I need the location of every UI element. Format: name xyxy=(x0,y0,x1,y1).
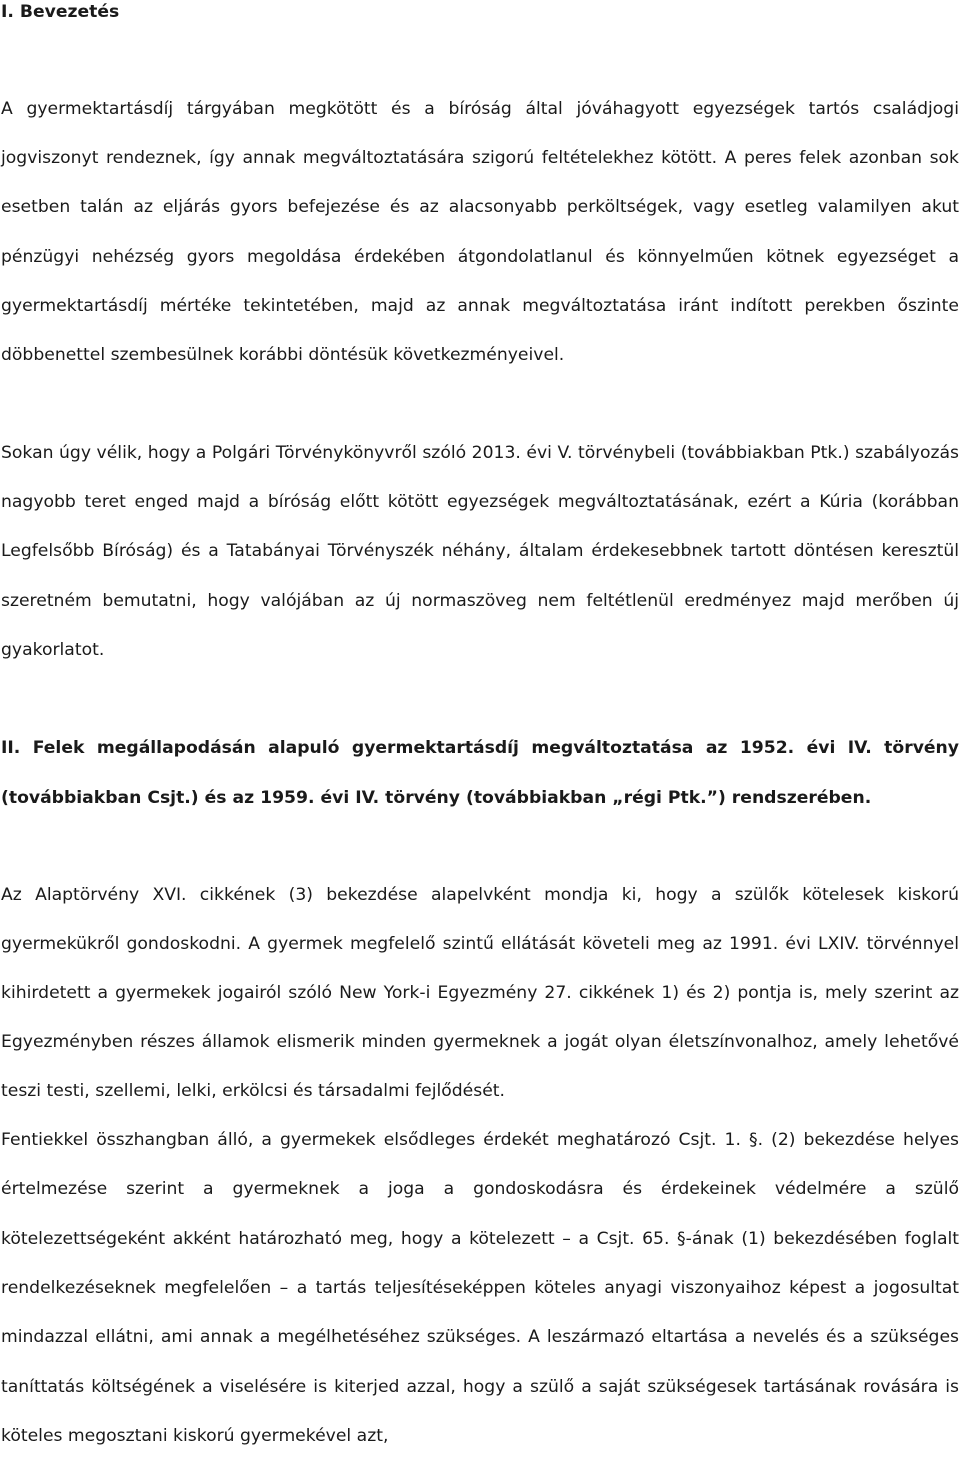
section-heading-ii: II. Felek megállapodásán alapuló gyermektartásdíj megváltoztatása az 1952. évi IV. törvény (továbbiakban Csjt.) és az 1959. évi IV. törvény (továbbiakban „régi Ptk.”) rendszerében. xyxy=(1,738,959,808)
paragraph-section-ii-1: Az Alaptörvény XVI. cikkének (3) bekezdése alapelvként mondja ki, hogy a szülők kötelesek kiskorú gyermekükről gondoskodni. A gyermek megfelelő szintű ellátását követeli meg az 1991. évi LXIV. törvénnyel kihirdetett a gyermekek jogairól szóló New York-i Egyezmény 27. cikkének 1) és 2) pontja is, mely szerint az Egyezményben részes államok elismerik minden gyermeknek a jogát olyan életszínvonalhoz, amely lehetővé teszi testi, szellemi, lelki, erkölcsi és társadalmi fejlődését. xyxy=(1,885,959,1101)
section-heading-introduction: I. Bevezetés xyxy=(1,2,120,22)
paragraph-section-ii-2: Fentiekkel összhangban álló, a gyermekek elsődleges érdekét meghatározó Csjt. 1. §. (2) bekezdése helyes értelmezése szerint a gyermeknek a joga a gondoskodásra és érdekeinek védelmére a szülő kötelezettségeként akként határozható meg, hogy a kötelezett – a Csjt. 65. §-ának (1) bekezdésében foglalt rendelkezéseknek megfelelően – a tartás teljesítéseképpen köteles anyagi viszonyaihoz képest a jogosultat mindazzal ellátni, ami annak a megélhetéséhez szükséges. A leszármazó eltartása a nevelés és a szükséges taníttatás költségének a viselésére is kiterjed azzal, hogy a szülő a saját szükségesek tartásának rovására is köteles megosztani kiskorú gyermekével azt, xyxy=(1,1130,959,1447)
paragraph-intro-2: Sokan úgy vélik, hogy a Polgári Törvénykönyvről szóló 2013. évi V. törvénybeli (továbbiakban Ptk.) szabályozás nagyobb teret enged majd a bíróság előtt kötött egyezségek megváltoztatásának, ezért a Kúria (korábban Legfelsőbb Bíróság) és a Tatabányai Törvényszék néhány, általam érdekesebbnek tartott döntésen keresztül szeretném bemutatni, hogy valójában az új normaszöveg nem feltétlenül eredményez majd merőben új gyakorlatot. xyxy=(1,443,959,660)
paragraph-intro-1: A gyermektartásdíj tárgyában megkötött és a bíróság által jóváhagyott egyezségek tartós családjogi jogviszonyt rendeznek, így annak megváltoztatására szigorú feltételekhez kötött. A peres felek azonban sok esetben talán az eljárás gyors befejezése és az alacsonyabb perköltségek, vagy esetleg valamilyen akut pénzügyi nehézség gyors megoldása érdekében átgondolatlanul és könnyelműen kötnek egyezséget a gyermektartásdíj mértéke tekintetében, majd az annak megváltoztatása iránt indított perekben őszinte döbbenettel szembesülnek korábbi döntésük következményeivel. xyxy=(1,99,959,366)
